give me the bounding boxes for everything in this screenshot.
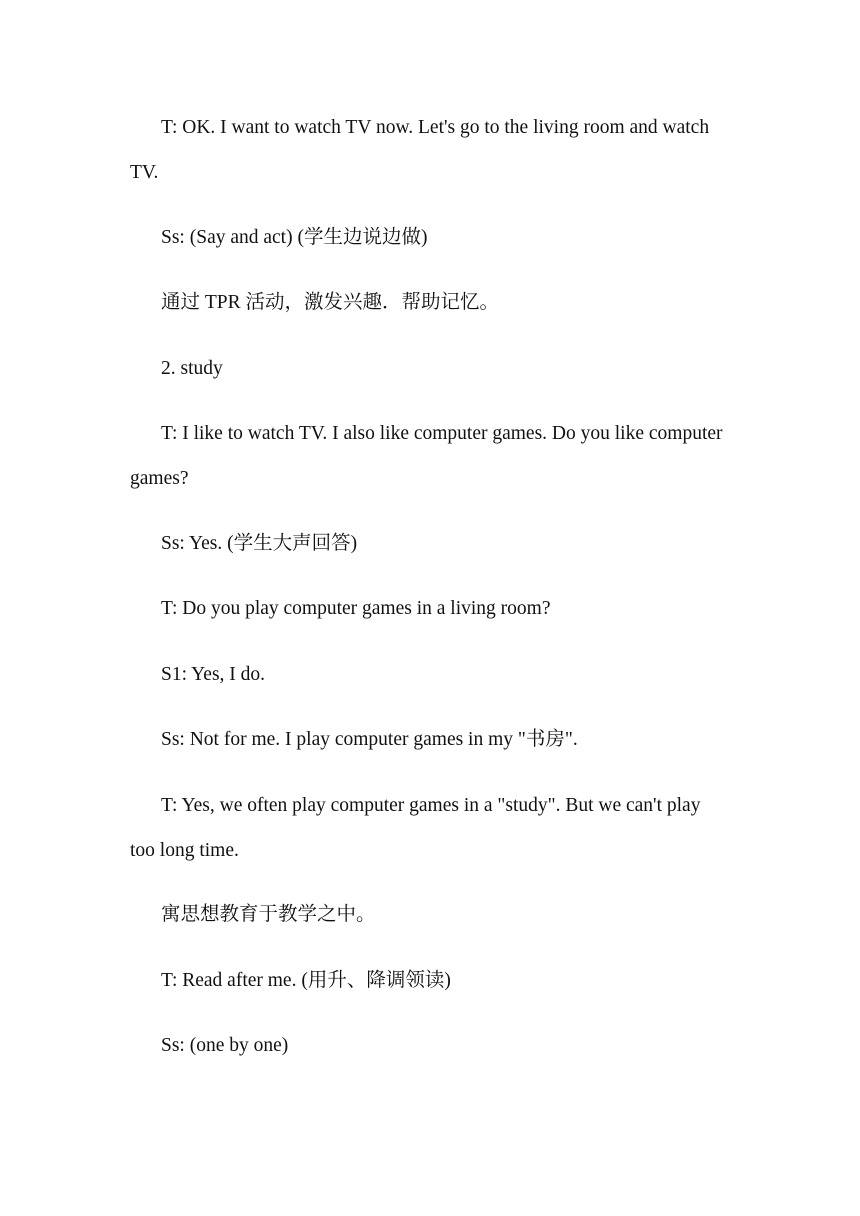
paragraph-students-not-for-me: Ss: Not for me. I play computer games in my "书房".: [161, 729, 578, 750]
paragraph-teacher-living-room-question: T: Do you play computer games in a living room?: [161, 598, 551, 619]
paragraph-tpr-note: 通过 TPR 活动，激发兴趣．帮助记忆。: [161, 292, 500, 313]
paragraph-teacher-study-room: T: Yes, we often play computer games in a "study". But we can't play too long time.: [130, 795, 701, 861]
paragraph-students-one-by-one: Ss: (one by one): [161, 1035, 289, 1056]
paragraph-teacher-computer-games: T: I like to watch TV. I also like computer games. Do you like computer games?: [130, 423, 723, 489]
paragraph-section-study: 2. study: [161, 358, 223, 379]
paragraph-teacher-read-after-me: T: Read after me. (用升、降调领读): [161, 970, 451, 991]
paragraph-students-yes: Ss: Yes. (学生大声回答): [161, 533, 358, 554]
paragraph-students-say-act: Ss: (Say and act) (学生边说边做): [161, 227, 428, 248]
paragraph-teacher-watch-tv: T: OK. I want to watch TV now. Let's go to the living room and watch TV.: [130, 117, 710, 183]
paragraph-s1-answer: S1: Yes, I do.: [161, 664, 266, 685]
paragraph-moral-education-note: 寓思想教育于教学之中。: [161, 904, 376, 925]
